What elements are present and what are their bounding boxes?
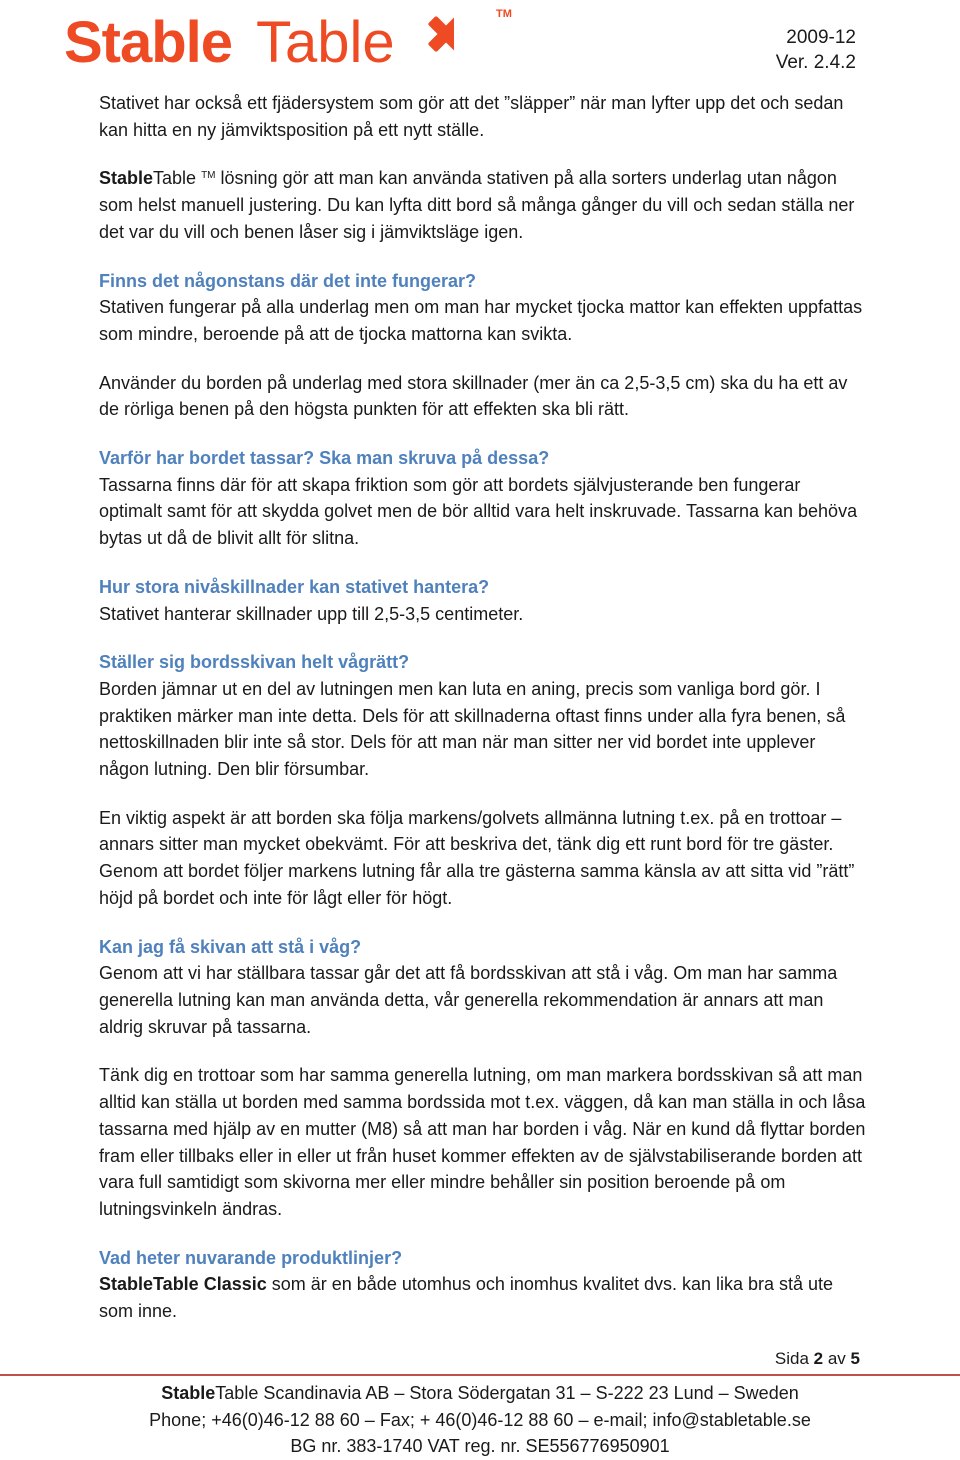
footer-line-1-text: Table Scandinavia AB – Stora Södergatan 31 – S-222 23 Lund – Sweden [215,1383,799,1403]
footer-divider [0,1374,960,1376]
stabletable-logo [64,4,512,80]
faq-question: Hur stora nivåskillnader kan stativet hantera? [99,576,490,597]
faq-question: Vad heter nuvarande produktlinjer? [99,1247,403,1268]
header-version: Ver. 2.4.2 [775,52,856,73]
paragraph: Stativet har också ett fjädersystem som gör att det ”släpper” när man lyfter upp det och sedan kan hitta en ny jämviktsposition på ett nytt ställe. [99,93,844,140]
page-prefix: Sida [774,1349,814,1368]
faq-answer: Genom att vi har ställbara tassar går det att få bordsskivan att stå i våg. Om man har samma generella lutning kan man använda detta, vår generella rekommendation är annars att man aldrig skruvar på tassarna. [99,963,838,1037]
footer-line-1 [0,1380,960,1407]
paragraph [99,165,867,245]
faq-answer: som är en både utomhus och inomhus kvalitet dvs. kan lika bra stå ute som inne. [99,1274,834,1322]
faq-item [99,268,867,348]
logo-stable-text: Stable [64,10,233,75]
logo-tm-mark: TM [496,8,512,20]
paragraph-text: lösning gör att man kan använda stativen på alla sorters underlag utan någon som helst manuell justering. Du kan lyfta ditt bord så många gånger du vill och sedan ställa ner det var du vill och benen låser sig i jämviktsläge igen. [99,168,855,242]
product-name: StableTable Classic [99,1274,267,1295]
paragraph: Tänk dig en trottoar som har samma generella lutning, om man markera bordsskivan så att man alltid kan ställa ut borden med samma bordssida mot t.ex. väggen, då kan man ställa in och låsa tassarna med hjälp av en mutter (M8) så att man har borden i våg. När en kund då flyttar borden fram eller tillbaks eller in eller ut från huset kommer effekten av de självstabiliserande borden att vara full samtidigt som skivorna mer eller mindre behåller sin position beroende på om lutningsvinkeln ändras. [99,1065,866,1219]
page-total: 5 [850,1349,860,1368]
faq-item [99,649,867,783]
footer [0,1380,960,1460]
document-body [99,90,867,1347]
faq-item [99,574,867,627]
tm-mark: TM [201,170,216,182]
faq-answer: Tassarna finns där för att skapa friktion som gör att bordets självjusterande ben fungerar optimalt samt för att skydda golvet men de bör alltid vara helt inskruvade. Tassarna kan behöva bytas ut då de blivit allt för slitna. [99,474,858,549]
faq-question: Kan jag få skivan att stå i våg? [99,936,362,957]
footer-line-3: BG nr. 383-1740 VAT reg. nr. SE556776950901 [290,1436,670,1456]
faq-item [99,934,867,1041]
footer-brand-bold: Stable [161,1383,216,1403]
faq-answer: Borden jämnar ut en del av lutningen men kan luta en aning, precis som vanliga bord gör. I praktiken märker man inte detta. Dels för att skillnaderna oftast finns under alla fyra benen, så nettoskillnaden blir inte så stor. Dels för att man när man sitter ner vid bordet inte upplever någon lutning. Den blir försumbar. [99,678,846,780]
page-separator: av [823,1349,851,1368]
faq-item [99,1245,867,1325]
logo-x-mark-icon [64,4,454,80]
paragraph: En viktig aspekt är att borden ska följa markens/golvets allmänna lutning t.ex. på en trottoar – annars sitter man mycket obekvämt. För att beskriva det, tänk dig ett runt bord för tre gäster. Genom att bordet följer markens lutning får alla tre gästerna samma känsla av att sitta vid ”rätt” höjd på bordet och inte för lågt eller för högt. [99,807,855,908]
faq-question: Varför har bordet tassar? Ska man skruva på dessa? [99,448,550,469]
brand-bold: Stable [99,168,154,189]
page-number [775,1349,860,1369]
faq-item [99,445,867,552]
header-date: 2009-12 [786,27,856,48]
faq-answer: Stativen fungerar på alla underlag men om man har mycket tjocka mattor kan effekten uppfattas som mindre, beroende på att de tjocka mattorna kan svikta. [99,297,863,344]
brand-light: Table [153,168,197,189]
footer-line-2: Phone; +46(0)46-12 88 60 – Fax; + 46(0)46-12 88 60 – e-mail; info@stabletable.se [149,1409,811,1430]
faq-answer: Stativet hanterar skillnader upp till 2,5-3,5 centimeter. [99,603,524,624]
logo-table-text: Table [256,10,395,75]
paragraph: Använder du borden på underlag med stora skillnader (mer än ca 2,5-3,5 cm) ska du ha ett av de rörliga benen på den högsta punkten för att effekten ska bli rätt. [99,372,848,420]
faq-question: Finns det någonstans där det inte fungerar? [99,270,477,291]
faq-question: Ställer sig bordsskivan helt vågrätt? [99,652,410,673]
page-current: 2 [813,1349,824,1368]
